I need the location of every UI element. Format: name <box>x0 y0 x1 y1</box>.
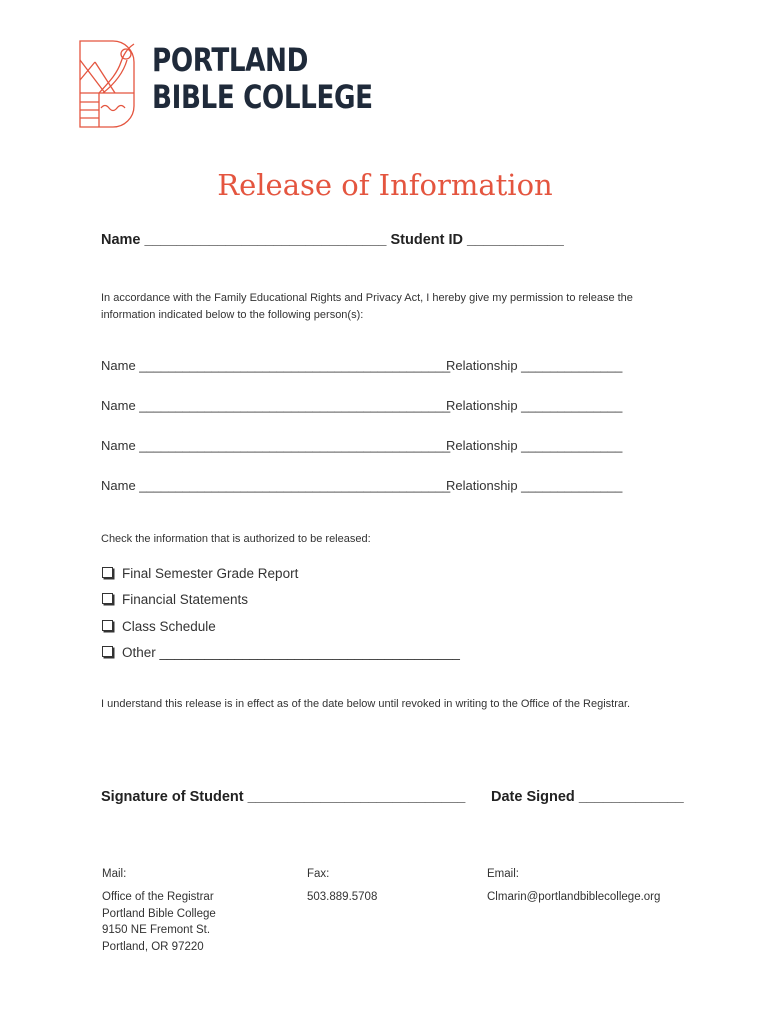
person-name-field-3[interactable]: Name ___________________________________________ <box>101 438 451 453</box>
address-line: Office of the Registrar <box>102 891 214 903</box>
person-relationship-field-2[interactable]: Relationship ______________ <box>446 398 623 413</box>
name-student-id-line[interactable]: Name ______________________________ Student ID ____________ <box>101 232 564 248</box>
person-name-field-4[interactable]: Name ___________________________________________ <box>101 478 451 493</box>
checkbox-icon[interactable] <box>102 567 113 578</box>
email-label: Email: <box>487 868 519 880</box>
address-line: 9150 NE Fremont St. <box>102 924 211 936</box>
email-address[interactable]: Clmarin@portlandbiblecollege.org <box>487 891 661 903</box>
signature-field[interactable]: Signature of Student ___________________________ <box>101 789 466 805</box>
date-signed-field[interactable]: Date Signed _____________ <box>491 789 684 805</box>
logo-line-1: PORTLAND <box>152 41 308 79</box>
fax-number: 503.889.5708 <box>307 891 378 903</box>
checkbox-icon[interactable] <box>102 646 113 657</box>
person-name-field-1[interactable]: Name ___________________________________________ <box>101 358 451 373</box>
checkbox-icon[interactable] <box>102 620 113 631</box>
option-label: Final Semester Grade Report <box>122 566 299 581</box>
option-label: Other ________________________________________ <box>122 645 460 660</box>
option-label: Financial Statements <box>122 592 249 607</box>
option-class-schedule[interactable] <box>102 619 216 634</box>
logo-wordmark <box>152 42 373 116</box>
person-relationship-field-4[interactable]: Relationship ______________ <box>446 478 623 493</box>
college-logo-icon <box>79 40 135 128</box>
person-name-field-2[interactable]: Name ___________________________________________ <box>101 398 451 413</box>
check-intro: Check the information that is authorized to be released: <box>101 533 371 545</box>
address-line: Portland, OR 97220 <box>102 940 204 953</box>
person-relationship-field-1[interactable]: Relationship ______________ <box>446 358 623 373</box>
mailing-address <box>102 889 216 955</box>
release-statement: I understand this release is in effect as of the date below until revoked in writing to the Office of the Registrar. <box>101 698 631 710</box>
logo-line-2: BIBLE COLLEGE <box>152 78 373 116</box>
address-line: Portland Bible College <box>102 907 216 920</box>
person-relationship-field-3[interactable]: Relationship ______________ <box>446 438 623 453</box>
fax-label: Fax: <box>307 868 330 880</box>
page-title: Release of Information <box>217 168 553 202</box>
option-label: Class Schedule <box>122 619 216 634</box>
option-other[interactable] <box>102 645 460 660</box>
mail-label: Mail: <box>102 868 127 880</box>
checkbox-icon[interactable] <box>102 593 113 604</box>
option-final-grade-report[interactable] <box>102 566 298 581</box>
consent-text: In accordance with the Family Educational Rights and Privacy Act, I hereby give my permission to release the information indicated below to the following person(s): <box>101 292 633 321</box>
option-financial-statements[interactable] <box>102 592 248 607</box>
